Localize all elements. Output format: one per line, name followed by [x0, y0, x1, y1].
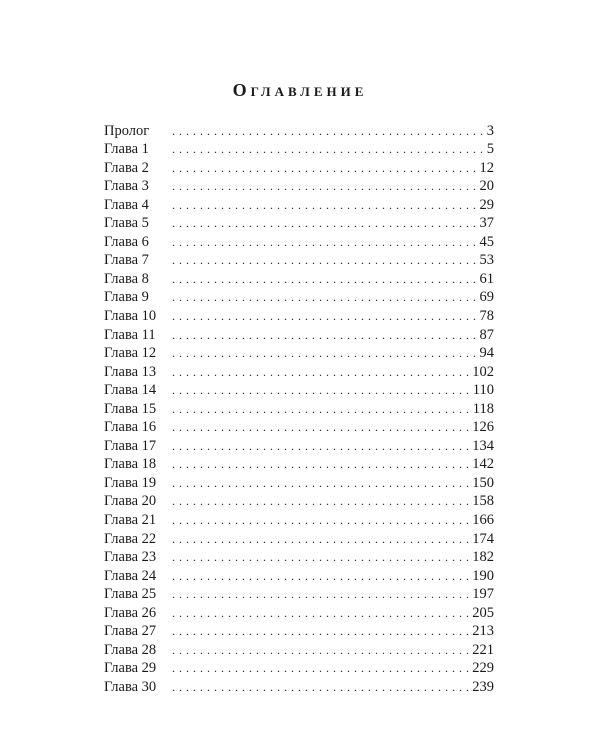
- toc-entry-page-number: 20: [479, 178, 494, 195]
- toc-entry-page-number: 150: [472, 474, 494, 491]
- dot-leader: [172, 309, 478, 325]
- toc-entry-label: Глава 19: [104, 474, 157, 491]
- dot-leader: [172, 272, 478, 288]
- toc-entry-label: Глава 25: [104, 586, 157, 603]
- toc-entry-label: Глава 3: [104, 178, 149, 195]
- toc-entry-page-number: 102: [472, 363, 494, 380]
- toc-entry: [104, 158, 494, 177]
- toc-entry-label: Глава 23: [104, 549, 157, 566]
- toc-entry: [104, 214, 494, 233]
- toc-entry-page-number: 221: [472, 641, 494, 658]
- dot-leader: [172, 680, 470, 696]
- toc-entry: [104, 381, 494, 400]
- dot-leader: [172, 383, 471, 399]
- dot-leader: [172, 365, 470, 381]
- dot-leader: [172, 550, 470, 566]
- dot-leader: [172, 253, 478, 269]
- dot-leader: [172, 346, 478, 362]
- dot-leader: [172, 142, 485, 158]
- dot-leader: [172, 161, 478, 177]
- toc-entry-page-number: 45: [479, 233, 494, 250]
- dot-leader: [172, 624, 470, 640]
- toc-entry-page-number: 126: [472, 419, 494, 436]
- toc-entry-page-number: 12: [479, 159, 494, 176]
- toc-entry-page-number: 69: [479, 289, 494, 306]
- toc-entry: [104, 603, 494, 622]
- toc-entry-page-number: 53: [479, 252, 494, 269]
- toc-entry: [104, 566, 494, 585]
- toc-entry: [104, 140, 494, 159]
- toc-entry: [104, 548, 494, 567]
- toc-entry-page-number: 142: [472, 456, 494, 473]
- toc-entry-label: Глава 29: [104, 660, 157, 677]
- toc-entry: [104, 492, 494, 511]
- dot-leader: [172, 198, 478, 214]
- dot-leader: [172, 420, 470, 436]
- toc-entry-page-number: 174: [472, 530, 494, 547]
- toc-entry-label: Глава 7: [104, 252, 149, 269]
- dot-leader: [172, 402, 471, 418]
- toc-entry: [104, 677, 494, 696]
- toc-entry-page-number: 197: [472, 586, 494, 603]
- toc-entry: [104, 232, 494, 251]
- dot-leader: [172, 124, 485, 140]
- toc-entry-label: Глава 20: [104, 493, 157, 510]
- toc-entry-label: Глава 15: [104, 400, 157, 417]
- toc-entry: [104, 288, 494, 307]
- dot-leader: [172, 457, 470, 473]
- toc-entry: [104, 269, 494, 288]
- toc-entry: [104, 362, 494, 381]
- toc-entry-page-number: 205: [472, 604, 494, 621]
- toc-entry-page-number: 118: [472, 400, 494, 417]
- toc-entry-label: Глава 30: [104, 678, 157, 695]
- toc-entry-label: Глава 4: [104, 196, 149, 213]
- toc-entry-label: Глава 8: [104, 270, 149, 287]
- toc-entry: [104, 473, 494, 492]
- dot-leader: [172, 290, 478, 306]
- toc-entry-page-number: 78: [479, 308, 494, 325]
- toc-entry: [104, 529, 494, 548]
- toc-entry-page-number: 87: [479, 326, 494, 343]
- dot-leader: [172, 606, 470, 622]
- toc-entry-page-number: 37: [479, 215, 494, 232]
- dot-leader: [172, 439, 470, 455]
- dot-leader: [172, 587, 470, 603]
- toc-entry-label: Глава 10: [104, 308, 157, 325]
- toc-entry-page-number: 166: [472, 512, 494, 529]
- toc-entry: [104, 306, 494, 325]
- toc-entry: [104, 121, 494, 140]
- toc-entry: [104, 325, 494, 344]
- dot-leader: [172, 513, 470, 529]
- toc-entry: [104, 622, 494, 641]
- dot-leader: [172, 532, 470, 548]
- dot-leader: [172, 328, 478, 344]
- toc-entry-label: Глава 16: [104, 419, 157, 436]
- toc-entry: [104, 455, 494, 474]
- page-title: Оглавление: [232, 80, 368, 100]
- toc-entry-label: Глава 14: [104, 382, 157, 399]
- dot-leader: [172, 235, 478, 251]
- toc-entry-label: Глава 6: [104, 233, 149, 250]
- toc-entry-page-number: 182: [472, 549, 494, 566]
- toc-entry-page-number: 158: [472, 493, 494, 510]
- toc-entry-page-number: 29: [479, 196, 494, 213]
- toc-entry-label: Глава 12: [104, 345, 157, 362]
- toc-entry: [104, 251, 494, 270]
- dot-leader: [172, 494, 470, 510]
- toc-entry: [104, 585, 494, 604]
- toc-entry-label: Глава 1: [104, 141, 149, 158]
- toc-entry: [104, 659, 494, 678]
- dot-leader: [172, 569, 470, 585]
- toc-entry: [104, 344, 494, 363]
- toc-entry-label: Глава 18: [104, 456, 157, 473]
- toc-entry-page-number: 110: [472, 382, 494, 399]
- toc-entry-label: Глава 5: [104, 215, 149, 232]
- toc-entry-page-number: 190: [472, 567, 494, 584]
- dot-leader: [172, 661, 470, 677]
- toc-entry: [104, 418, 494, 437]
- toc-entry: [104, 399, 494, 418]
- dot-leader: [172, 179, 478, 195]
- toc-entry-page-number: 5: [486, 141, 494, 158]
- toc-entry-label: Глава 11: [104, 326, 156, 343]
- toc-entry-label: Глава 26: [104, 604, 157, 621]
- toc-entry-label: Глава 22: [104, 530, 157, 547]
- toc-entry: [104, 436, 494, 455]
- toc-entry: [104, 177, 494, 196]
- toc-entry-label: Глава 21: [104, 512, 157, 529]
- toc-entry-page-number: 94: [479, 345, 494, 362]
- toc-entry-label: Глава 2: [104, 159, 149, 176]
- toc-entry: [104, 640, 494, 659]
- dot-leader: [172, 216, 478, 232]
- toc-entry-label: Глава 28: [104, 641, 157, 658]
- toc-entry-page-number: 3: [486, 122, 494, 139]
- toc-entry-page-number: 229: [472, 660, 494, 677]
- toc-entry-label: Глава 17: [104, 437, 157, 454]
- toc-entry-page-number: 134: [472, 437, 494, 454]
- toc-entry-label: Пролог: [104, 122, 150, 139]
- toc-entry: [104, 195, 494, 214]
- dot-leader: [172, 476, 470, 492]
- toc-entry-label: Глава 27: [104, 623, 157, 640]
- toc-entry-page-number: 239: [472, 678, 494, 695]
- dot-leader: [172, 643, 470, 659]
- toc-entry-page-number: 61: [479, 270, 494, 287]
- toc-entry-page-number: 213: [472, 623, 494, 640]
- toc-entry-label: Глава 13: [104, 363, 157, 380]
- toc-entry-label: Глава 24: [104, 567, 157, 584]
- toc-entry: [104, 510, 494, 529]
- toc-entry-label: Глава 9: [104, 289, 149, 306]
- toc-list: [104, 121, 494, 696]
